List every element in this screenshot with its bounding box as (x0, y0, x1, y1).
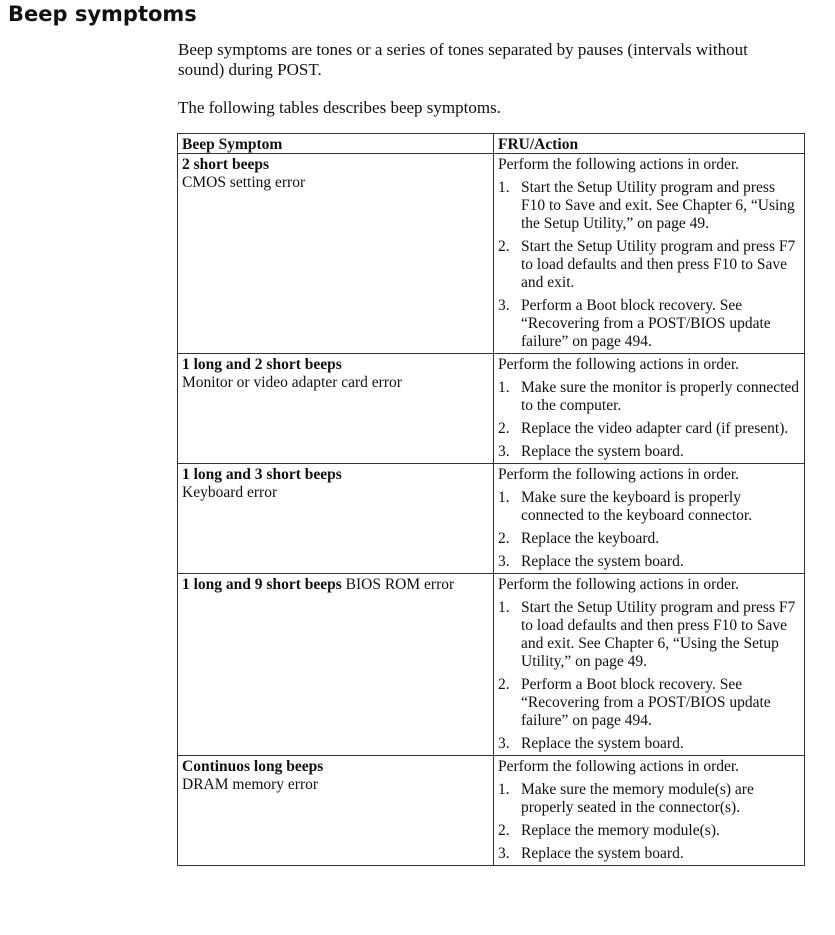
step-text: Make sure the memory module(s) are properly seated in the connector(s). (521, 781, 754, 816)
beep-pattern: 1 long and 9 short beeps (182, 576, 342, 593)
action-step (498, 553, 800, 571)
action-step (498, 530, 800, 548)
error-description: BIOS ROM error (345, 576, 455, 593)
step-number: 2. (498, 238, 510, 255)
column-header-fru-action: FRU/Action (494, 134, 805, 154)
table-row (178, 756, 805, 866)
step-number: 3. (498, 553, 510, 570)
step-number: 1. (498, 489, 510, 506)
action-step (498, 735, 800, 753)
fru-action-cell (494, 354, 805, 464)
error-description: Monitor or video adapter card error (182, 374, 402, 391)
step-number: 2. (498, 676, 510, 693)
action-intro: Perform the following actions in order. (498, 156, 740, 173)
step-text: Start the Setup Utility program and press F7 to load defaults and then press F10 to Save and exit. See Chapter 6, “Using the Setup Utility,” on page 49. (521, 599, 796, 670)
column-header-beep-symptom: Beep Symptom (178, 134, 494, 154)
intro-paragraph: Beep symptoms are tones or a series of tones separated by pauses (intervals without sound) during POST. (178, 40, 748, 79)
step-text: Perform a Boot block recovery. See “Recovering from a POST/BIOS update failure” on page 494. (521, 676, 771, 729)
beep-symptom-cell (178, 464, 494, 574)
beep-symptom-cell (178, 354, 494, 464)
beep-symptom-cell (178, 574, 494, 756)
beep-pattern: 1 long and 2 short beeps (182, 356, 342, 373)
beep-pattern: 1 long and 3 short beeps (182, 466, 342, 483)
action-intro: Perform the following actions in order. (498, 758, 740, 775)
fru-action-cell (494, 574, 805, 756)
step-text: Replace the system board. (521, 845, 684, 862)
step-text: Replace the memory module(s). (521, 822, 720, 839)
action-step (498, 379, 800, 415)
table-header-row (178, 134, 805, 154)
step-text: Make sure the monitor is properly connected to the computer. (521, 379, 800, 414)
step-number: 1. (498, 781, 510, 798)
step-number: 2. (498, 530, 510, 547)
action-step (498, 822, 800, 840)
step-number: 3. (498, 443, 510, 460)
step-text: Perform a Boot block recovery. See “Recovering from a POST/BIOS update failure” on page 494. (521, 297, 771, 350)
table-body (178, 154, 805, 866)
error-description: Keyboard error (182, 484, 278, 501)
step-number: 1. (498, 599, 510, 616)
beep-pattern: 2 short beeps (182, 156, 269, 173)
action-step (498, 676, 800, 730)
step-text: Replace the system board. (521, 735, 684, 752)
action-intro: Perform the following actions in order. (498, 576, 740, 593)
table-description: The following tables describes beep symptoms. (178, 98, 501, 117)
fru-action-cell (494, 154, 805, 354)
action-step (498, 781, 800, 817)
step-number: 1. (498, 179, 510, 196)
step-number: 3. (498, 297, 510, 314)
step-text: Replace the keyboard. (521, 530, 660, 547)
beep-pattern: Continuos long beeps (182, 758, 324, 775)
table-row (178, 354, 805, 464)
step-text: Replace the video adapter card (if present). (521, 420, 789, 437)
fru-action-cell (494, 464, 805, 574)
step-number: 2. (498, 822, 510, 839)
step-number: 3. (498, 845, 510, 862)
action-step (498, 443, 800, 461)
step-text: Start the Setup Utility program and press F10 to Save and exit. See Chapter 6, “Using the Setup Utility,” on page 49. (521, 179, 795, 232)
action-intro: Perform the following actions in order. (498, 356, 740, 373)
step-number: 1. (498, 379, 510, 396)
error-description: CMOS setting error (182, 174, 306, 191)
step-number: 3. (498, 735, 510, 752)
table-row (178, 574, 805, 756)
action-intro: Perform the following actions in order. (498, 466, 740, 483)
action-step (498, 489, 800, 525)
action-step (498, 845, 800, 863)
step-text: Start the Setup Utility program and press F7 to load defaults and then press F10 to Save and exit. (521, 238, 796, 291)
page-title: Beep symptoms (8, 2, 197, 26)
action-step (498, 420, 800, 438)
step-text: Replace the system board. (521, 443, 684, 460)
fru-action-cell (494, 756, 805, 866)
action-step (498, 238, 800, 292)
beep-symptoms-table (177, 133, 805, 866)
action-step (498, 297, 800, 351)
beep-symptom-cell (178, 154, 494, 354)
table-row (178, 464, 805, 574)
table-row (178, 154, 805, 354)
action-step (498, 179, 800, 233)
step-text: Replace the system board. (521, 553, 684, 570)
step-text: Make sure the keyboard is properly connected to the keyboard connector. (521, 489, 753, 524)
error-description: DRAM memory error (182, 776, 319, 793)
step-number: 2. (498, 420, 510, 437)
beep-symptom-cell (178, 756, 494, 866)
action-step (498, 599, 800, 671)
